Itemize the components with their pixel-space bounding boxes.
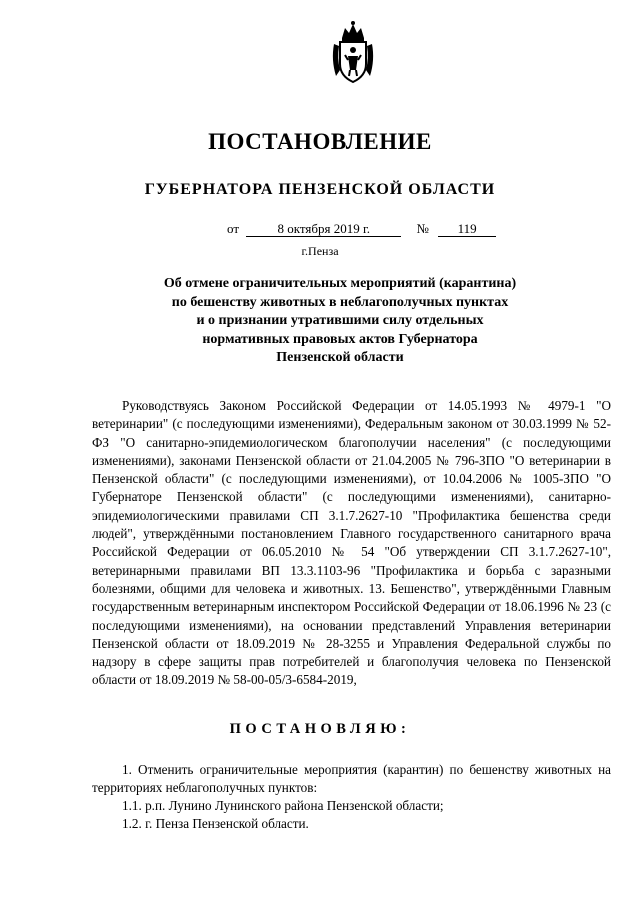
resolve-label: ПОСТАНОВЛЯЮ: [229,721,411,737]
document-heading [120,275,560,368]
number-prefix: № [416,221,429,236]
heading-line: нормативных правовых актов Губернатора [202,331,478,347]
document-date: 8 октября 2019 г. [246,221,401,237]
clause-1-2: 1.2. г. Пенза Пензенской области. [122,816,309,831]
preamble-paragraph: Руководствуясь Законом Российской Федерации от 14.05.1993 № 4979-1 "О ветеринарии" (с последующими изменениями), Федеральным законом от 30.03.1999 № 52-ФЗ "О санитарно-эпидемиологическом благополучии населения" (с последующими изменениями), законами Пензенской области от 21.04.2005 № 796-ЗПО "О ветеринарии в Пензенской области" (с последующими изменениями), от 10.04.2006 № 1005-ЗПО "О Губернаторе Пензенской области" (с последующими изменениями), санитарно-эпидемиологическими правилами СП 3.1.7.2627-10 "Профилактика бешенства среди людей", утверждёнными постановлением Главного государственного санитарного врача Российской Федерации от 06.05.2010 № 54 "Об утверждении СП 3.1.7.2627-10", ветеринарными правилами ВП 13.3.1103-96 "Профилактика и борьба с заразными болезнями, общими для человека и животных. 13. Бешенство", утверждёнными Главным государственным ветеринарным инспектором Российской Федерации от 18.06.1996 № 23 (с последующими изменениями), на основании представлений Управления ветеринарии Пензенской области от 18.09.2019 № 28-3255 и Управления Федеральной службы по надзору в сфере защиты прав потребителей и благополучия человека по Пензенской области от 18.09.2019 № 58-00-05/3-6584-2019, [92,398,611,688]
heading-line: Об отмене ограничительных мероприятий (карантина) [163,276,517,291]
document-number: 119 [438,221,496,237]
heading-line: и о признании утратившими силу отдельных [196,313,484,328]
date-number-line [227,221,496,237]
clause-1-1: 1.1. р.п. Лунино Лунинского района Пензенской области; [122,798,444,813]
date-prefix: от [227,221,240,236]
document-title: ПОСТАНОВЛЕНИЕ [208,129,432,154]
coat-of-arms-icon [328,20,378,86]
city-label: г.Пенза [301,244,339,258]
clause-1: 1. Отменить ограничительные мероприятия (карантин) по бешенству животных на территориях неблагополучных пунктов: [92,762,611,796]
issuer-subtitle: ГУБЕРНАТОРА ПЕНЗЕНСКОЙ ОБЛАСТИ [144,181,496,198]
heading-line: по бешенству животных в неблагополучных пунктах [171,294,509,310]
heading-line: Пензенской области [276,350,404,365]
